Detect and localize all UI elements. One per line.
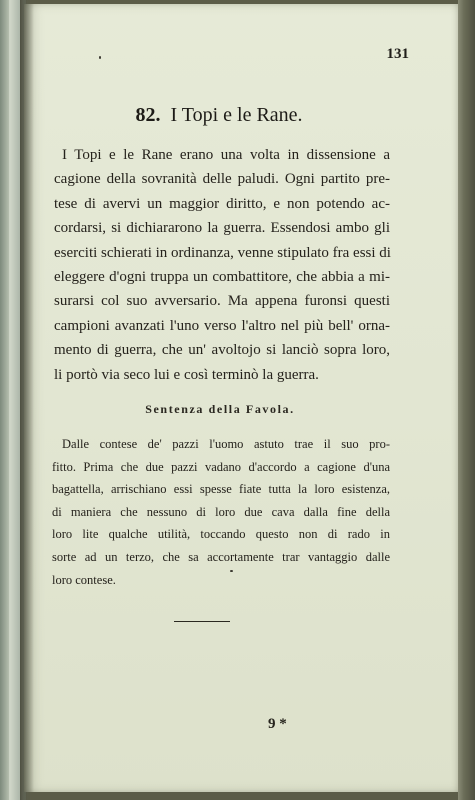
binding-gutter-shadow (20, 0, 34, 800)
fable-line: cagione della sovranità delle paludi. Ogni partito pre- (54, 171, 390, 188)
fable-line: I Topi e le Rane erano una volta in dissensione a (62, 147, 390, 163)
moral-line: loro lite qualche utilità, toccando questo non di rado in (52, 527, 390, 542)
printer-signature-mark: 9 * (268, 716, 287, 732)
ink-speck (99, 56, 101, 59)
ink-speck (230, 570, 233, 572)
fable-line: mento di guerra, che un' avoltojo si lanciò sopra loro, (54, 342, 390, 359)
fable-title (84, 104, 354, 127)
fable-line: eserciti schierati in ordinanza, venne stipulato fra essi di (54, 244, 391, 261)
previous-page-margin (0, 0, 9, 800)
moral-line: bagattella, arrischiano essi spesse fiate tutta la loro esistenza, (52, 482, 390, 497)
moral-line: Dalle contese de' pazzi l'uomo astuto trae il suo pro- (62, 437, 390, 451)
fable-line: cordarsi, si dichiararono la guerra. Essendosi ambo gli (54, 220, 390, 237)
moral-text (52, 433, 390, 591)
fable-title-text: I Topi e le Rane. (170, 104, 303, 126)
page-number: 131 (386, 46, 409, 62)
fable-line: campioni avanzati l'uno verso l'altro nel più bell' orna- (54, 317, 390, 334)
fable-line: li portò via seco lui e così terminò la guerra. (54, 366, 319, 383)
fable-line: surarsi col suo avversario. Ma appena furonsi questi (54, 293, 390, 310)
moral-heading: Sentenza della Favola. (145, 402, 295, 416)
section-divider-rule (174, 621, 230, 622)
fable-number: 82. (135, 104, 161, 126)
page-block-edge (458, 0, 475, 800)
moral-line: di maniera che nessuno di loro due cava dalla fine della (52, 504, 390, 519)
moral-line: loro contese. (52, 572, 116, 587)
fable-line: eleggere d'ogni truppa un combattitore, che abbia a mi- (54, 269, 390, 286)
moral-line: sorte ad un terzo, che sa accortamente trar vantaggio dalle (52, 549, 390, 564)
fable-line: tese di avervi un maggior diritto, e non potendo ac- (54, 195, 390, 212)
moral-line: fitto. Prima che due pazzi vadano d'accordo a cagione d'una (52, 459, 390, 474)
fable-text (54, 143, 390, 387)
